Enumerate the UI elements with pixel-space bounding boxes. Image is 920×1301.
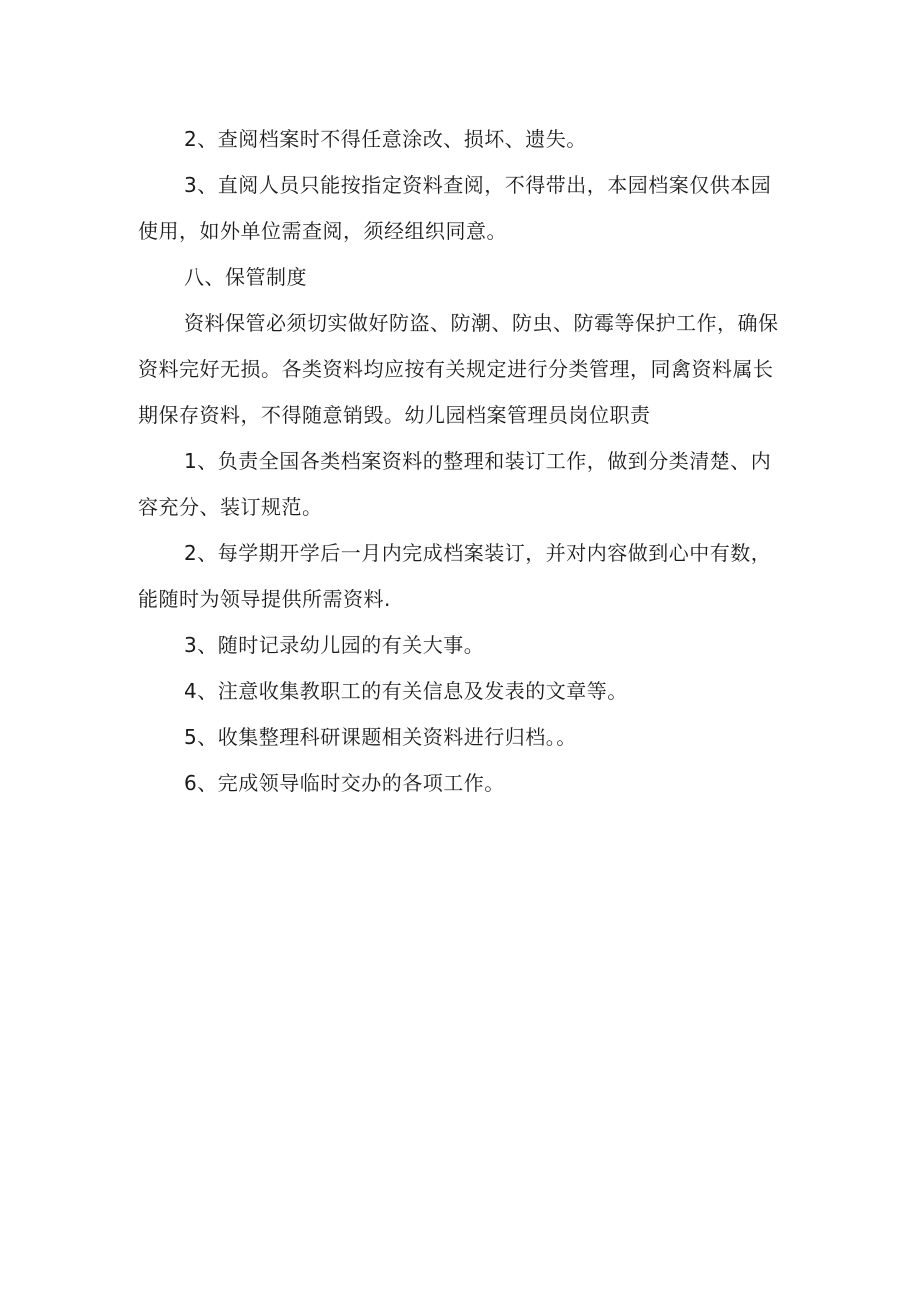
duty-item-4: 4、注意收集教职工的有关信息及发表的文章等。 [184, 679, 628, 703]
duty-item-3: 3、随时记录幼儿园的有关大事。 [184, 633, 485, 657]
paragraph-storage-policy: 资料保管必须切实做好防盗、防潮、防虫、防霉等保护工作，确保资料完好无损。各类资料均应按有关规定进行分类管理，同禽资料属长期保存资料，不得随意销毁。幼儿园档案管理员岗位职责 [138, 311, 779, 427]
duty-item-5: 5、收集整理科研课题相关资料进行归档。。 [184, 725, 577, 749]
document-body [138, 116, 788, 806]
paragraph-item-3: 3、直阅人员只能按指定资料查阅，不得带出，本园档案仅供本园使用，如外单位需查阅，须经组织同意。 [138, 173, 772, 243]
duty-item-6: 6、完成领导临时交办的各项工作。 [184, 771, 505, 795]
duty-item-1: 1、负责全国各类档案资料的整理和装订工作，做到分类清楚、内容充分、装订规范。 [138, 449, 772, 519]
section-heading-storage: 八、保管制度 [184, 265, 307, 289]
paragraph-item-2: 2、查阅档案时不得任意涂改、损坏、遗失。 [184, 127, 587, 151]
duty-item-2: 2、每学期开学后一月内完成档案装订，并对内容做到心中有数，能随时为领导提供所需资料. [138, 541, 772, 611]
